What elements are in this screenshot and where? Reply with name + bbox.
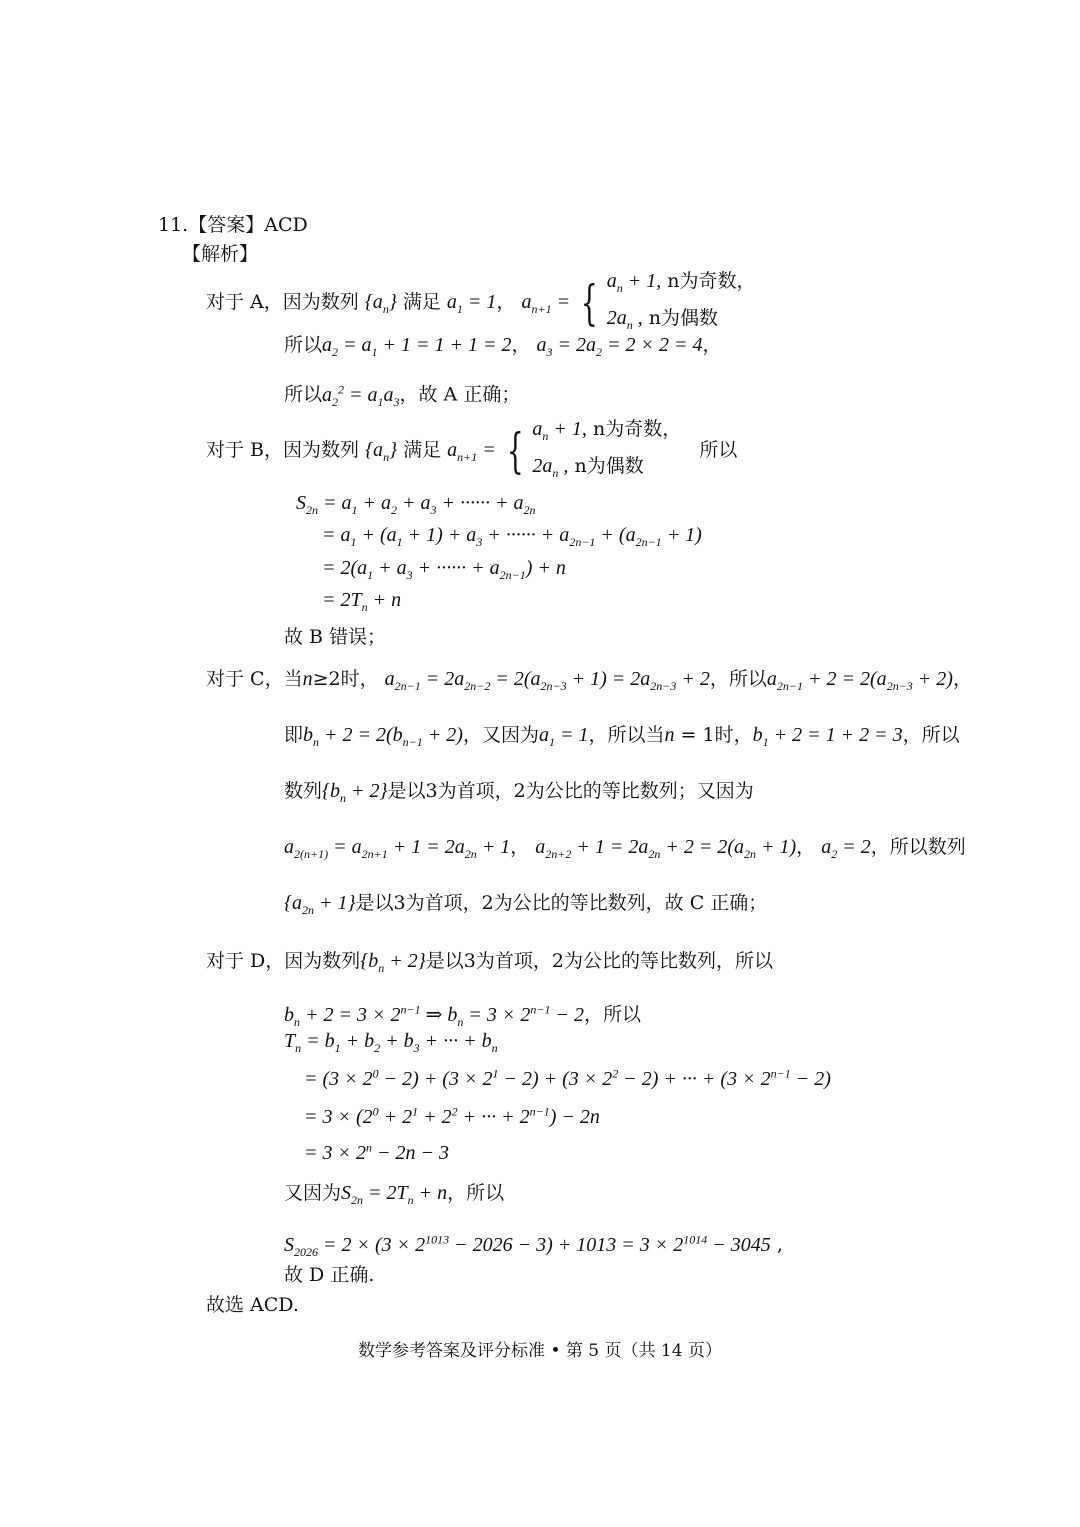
part-c-line5: $\{a_{2n} + 1\}$是以3为首项，2为公比的等比数列，故 C 正确；: [284, 892, 768, 917]
part-d-eq4: = $3 \times (2^0 + 2^1 + 2^2$ + ··· + $2^{n-1}) - 2n$: [304, 1104, 600, 1128]
piecewise-def: $a_n + 1$, n为奇数， $2a_n$ , n为偶数: [606, 270, 756, 332]
problem-number: 11.: [158, 214, 189, 236]
part-a-line2: 所以$a_2 = a_1 + 1 = 1 + 1 = 2$， $a_3 = 2a_2 = 2 \times 2 = 4$，: [284, 334, 722, 359]
part-a-line3: 所以$a_2^2 = a_1a_3$，故 A 正确；: [284, 382, 521, 409]
part-b-eq4: = $2T_n + n$: [322, 589, 402, 614]
part-d-conclusion: 故 D 正确.: [284, 1264, 375, 1286]
final-choice: 故选 ACD.: [206, 1294, 299, 1316]
part-d-eq5: = $3 \times 2^n - 2n - 3$: [304, 1140, 449, 1164]
analysis-tag: 【解析】: [182, 243, 259, 265]
part-b-eq3: = $2(a_1 + a_3$ + ······ + $a_{2n-1}) + n$: [322, 557, 566, 582]
page-footer: 数学参考答案及评分标准 • 第 5 页（共 14 页）: [358, 1341, 722, 1361]
part-d-line1: 对于 D，因为数列$\{b_n + 2\}$是以3为首项，2为公比的等比数列，所以: [206, 950, 773, 975]
part-b-line1: 对于 B，因为数列 $\{a_n\}$ 满足 $a_{n+1}$ = { $a_n + 1$, n为奇数， $2a_n$ , n为偶数 所以: [206, 414, 737, 488]
part-d-line2: 又因为$S_{2n} = 2T_n + n$，所以: [284, 1182, 505, 1207]
seq-an: $\{a_n\}$: [364, 291, 397, 316]
part-c-line1: 对于 C，当n≥2时， $a_{2n-1} = 2a_{2n-2} = 2(a_{2n-3} + 1) = 2a_{2n-3} + 2$，所以$a_{2n-1} + 2 = 2(a_{2n-3} + 2)$，: [206, 668, 972, 693]
part-b-conclusion: 故 B 错误；: [284, 626, 387, 648]
part-d-eq3: = $(3 \times 2^0 - 2) + (3 \times 2^1 - 2) + (3 \times 2^2 - 2)$ + ··· + $(3 \times 2^{n-1} - 2)$: [304, 1066, 831, 1090]
piecewise-def: $a_n + 1$, n为奇数， $2a_n$ , n为偶数: [532, 418, 682, 480]
part-b-eq1: $S_{2n} = a_1 + a_2 + a_3$ + ······ + $a_{2n}$: [296, 492, 536, 517]
part-c-line3: 数列$\{b_n + 2\}$是以3为首项，2为公比的等比数列；又因为: [284, 780, 754, 805]
problem-header: [158, 212, 308, 238]
part-a-line1: 对于 A，因为数列 $\{a_n\}$ 满足 $a_1 = 1$， $a_{n+1}$ = { $a_n + 1$, n为奇数， $2a_n$ , n为偶数: [206, 266, 756, 340]
brace-icon: {: [580, 275, 598, 331]
part-b-eq2: = $a_1 + (a_1 + 1) + a_3$ + ······ + $a_{2n-1} + (a_{2n-1} + 1)$: [322, 524, 702, 549]
part-c-line4: $a_{2(n+1)} = a_{2n+1} + 1 = 2a_{2n} + 1$， $a_{2n+2} + 1 = 2a_{2n} + 2 = 2(a_{2n} + 1)$， $a_2 = 2$，所以数列: [284, 836, 966, 861]
part-d-eq6: $S_{2026} = 2 \times (3 \times 2^{1013} - 2026 - 3) + 1013 = 3 \times 2^{1014} - 3045$ ,: [284, 1232, 783, 1259]
part-d-eq2: $T_n = b_1 + b_2 + b_3$ + ··· + $b_n$: [284, 1030, 498, 1055]
brace-icon: {: [506, 423, 524, 479]
answer-tag: 【答案】: [188, 214, 265, 236]
answer-value: ACD: [264, 214, 308, 236]
part-d-eq1: $b_n + 2 = 3 \times 2^{n-1}$ ⇒ $b_n = 3 \times 2^{n-1} - 2$，所以: [284, 1002, 641, 1029]
part-c-line2: 即$b_n + 2 = 2(b_{n-1} + 2)$，又因为$a_1 = 1$，所以当n = 1时，$b_1 + 2 = 1 + 2 = 3$，所以: [284, 724, 960, 749]
